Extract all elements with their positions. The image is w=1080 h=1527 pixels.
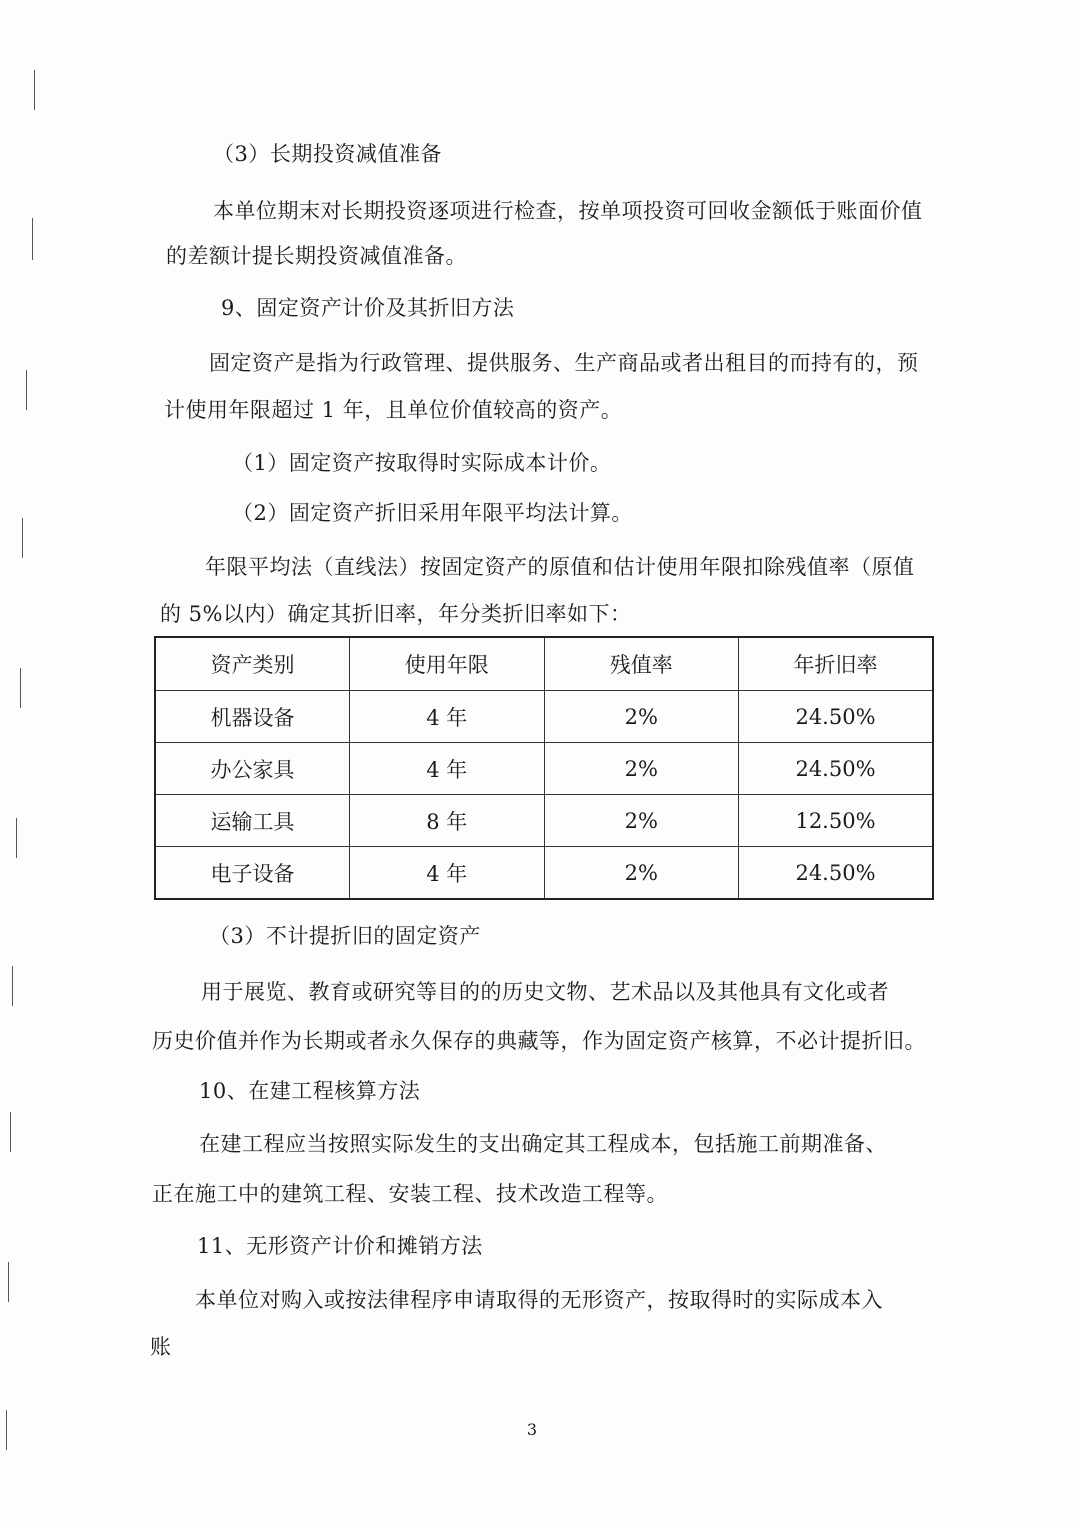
table-row	[155, 743, 933, 795]
useful-life-cell: 8 年	[350, 795, 545, 847]
annual-rate-cell: 24.50%	[739, 847, 934, 900]
asset-category-cell: 办公家具	[155, 743, 350, 795]
table-header-cell: 资产类别	[155, 637, 350, 691]
scan-mark	[26, 370, 27, 410]
paragraph-line: 计使用年限超过 1 年，且单位价值较高的资产。	[164, 398, 623, 422]
page-number: 3	[526, 1420, 538, 1439]
section-heading: （3）长期投资减值准备	[213, 142, 442, 166]
section-heading: 10、在建工程核算方法	[199, 1079, 421, 1103]
scan-mark	[8, 1262, 9, 1302]
scan-mark	[34, 70, 35, 110]
residual-rate-cell: 2%	[544, 743, 739, 795]
useful-life-cell: 4 年	[350, 743, 545, 795]
paragraph-line: 的 5%以内）确定其折旧率，年分类折旧率如下：	[160, 602, 632, 626]
residual-rate-cell: 2%	[544, 847, 739, 900]
scan-mark	[20, 668, 21, 708]
paragraph-line: 历史价值并作为长期或者永久保存的典藏等，作为固定资产核算，不必计提折旧。	[152, 1029, 926, 1053]
useful-life-cell: 4 年	[350, 691, 545, 743]
section-heading: 11、无形资产计价和摊销方法	[197, 1234, 483, 1258]
annual-rate-cell: 24.50%	[739, 743, 934, 795]
paragraph-line: 正在施工中的建筑工程、安装工程、技术改造工程等。	[152, 1182, 668, 1206]
section-heading: （3）不计提折旧的固定资产	[209, 924, 481, 948]
asset-category-cell: 运输工具	[155, 795, 350, 847]
paragraph-line: 在建工程应当按照实际发生的支出确定其工程成本，包括施工前期准备、	[199, 1132, 887, 1156]
table-header-cell: 使用年限	[350, 637, 545, 691]
paragraph-line: 用于展览、教育或研究等目的的历史文物、艺术品以及其他具有文化或者	[201, 980, 889, 1004]
depreciation-table	[154, 636, 934, 900]
annual-rate-cell: 24.50%	[739, 691, 934, 743]
scan-mark	[10, 1112, 11, 1152]
annual-rate-cell: 12.50%	[739, 795, 934, 847]
asset-category-cell: 机器设备	[155, 691, 350, 743]
asset-category-cell: 电子设备	[155, 847, 350, 900]
scan-mark	[12, 966, 13, 1006]
paragraph-line: （1）固定资产按取得时实际成本计价。	[232, 451, 612, 475]
table-row	[155, 691, 933, 743]
paragraph-line: 固定资产是指为行政管理、提供服务、生产商品或者出租目的而持有的，预	[209, 351, 919, 375]
residual-rate-cell: 2%	[544, 691, 739, 743]
table-row	[155, 847, 933, 900]
table-header-cell: 残值率	[544, 637, 739, 691]
paragraph-line: （2）固定资产折旧采用年限平均法计算。	[232, 501, 633, 525]
table-header-cell: 年折旧率	[739, 637, 934, 691]
scan-mark	[32, 218, 33, 260]
paragraph-line: 账	[150, 1335, 172, 1359]
table-header-row	[155, 637, 933, 691]
section-heading: 9、固定资产计价及其折旧方法	[221, 296, 515, 320]
table-row	[155, 795, 933, 847]
scan-mark	[22, 518, 23, 558]
scan-mark	[16, 818, 17, 858]
paragraph-line: 的差额计提长期投资减值准备。	[166, 244, 467, 268]
paragraph-line: 本单位期末对长期投资逐项进行检查，按单项投资可回收金额低于账面价值	[213, 199, 923, 223]
paragraph-line: 本单位对购入或按法律程序申请取得的无形资产，按取得时的实际成本入	[195, 1288, 883, 1312]
residual-rate-cell: 2%	[544, 795, 739, 847]
scan-mark	[6, 1410, 7, 1450]
paragraph-line: 年限平均法（直线法）按固定资产的原值和估计使用年限扣除残值率（原值	[205, 555, 915, 579]
useful-life-cell: 4 年	[350, 847, 545, 900]
